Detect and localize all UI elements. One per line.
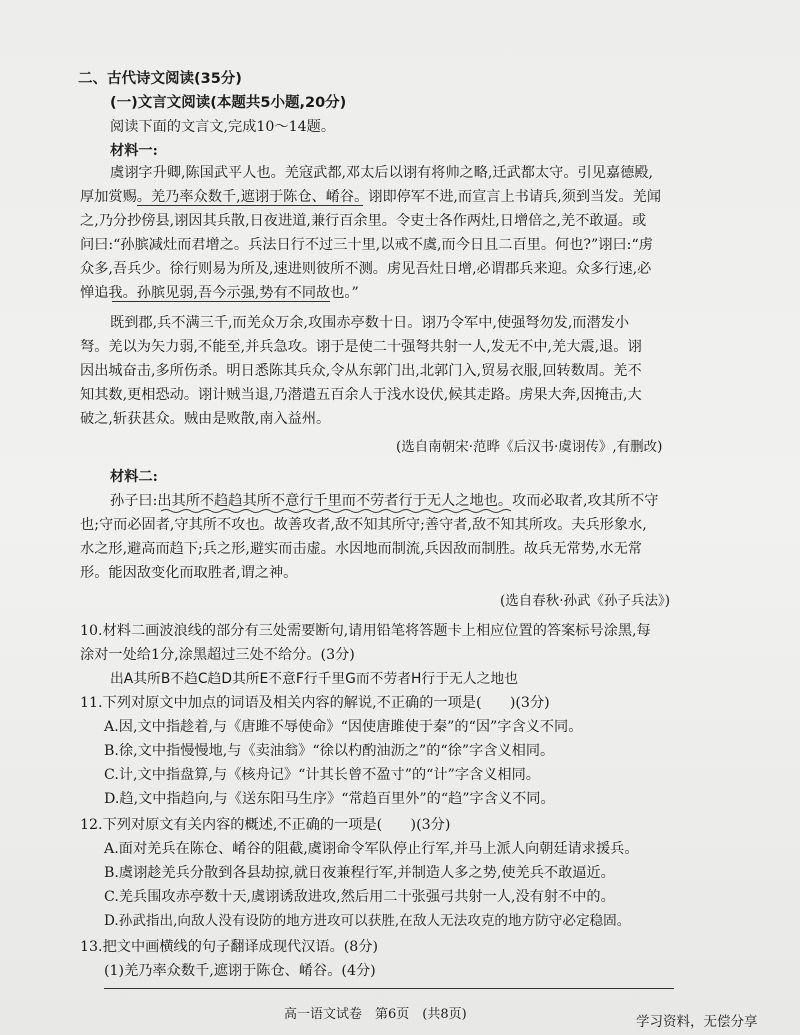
material-2-label: 材料二:	[110, 469, 158, 485]
passage-line: 孙子曰:出其所不趋趋其所不意行千里而不劳者行于无人之地也。攻而必取者,攻其所不守	[110, 493, 659, 509]
passage-line: 形。能因敌变化而取胜者,谓之神。	[80, 565, 298, 581]
material-1-source: (选自南朝宋·范晔《后汉书·虞诩传》,有删改)	[396, 439, 663, 455]
question-13-stem: 13.把文中画横线的句子翻译成现代汉语。(8分)	[80, 939, 379, 955]
question-12-option-d: D.孙武指出,向敌人没有设防的地方进攻可以获胜,在敌人无法攻克的地方防守必定稳固。	[104, 913, 631, 929]
passage-line: 之,乃分抄傍县,诩因其兵散,日夜进道,兼行百余里。令吏士各作两灶,日增倍之,羌不敢逼。或	[80, 213, 647, 229]
question-12-option-b: B.虞诩趁羌兵分散到各县劫掠,就日夜兼程行军,并制造人多之势,使羌兵不敢逼近。	[104, 865, 615, 881]
question-11-option-d: D.趋,文中指趋向,与《送东阳马生序》“常趋百里外”的“趋”字含义不同。	[104, 791, 555, 807]
question-12-option-c: C.羌兵围攻赤亭数十天,虞诩诱敌进攻,然后用二十张强弓共射一人,没有射不中的。	[104, 889, 615, 905]
underline-mark	[112, 301, 330, 302]
passage-line: 也;守而必固者,守其所不攻也。故善攻者,敌不知其所守;善守者,敌不知其所攻。夫兵形象水,	[80, 517, 647, 533]
passage-line: 破之,斩获甚众。贼由是败散,南入益州。	[80, 411, 331, 427]
passage-line: 既到郡,兵不满三千,而羌众万余,攻围赤亭数十日。诩乃令军中,使强弩勿发,而潜发小	[110, 315, 630, 331]
wavy-line-mark	[161, 508, 511, 514]
question-10-options: 出A其所B不趋C趋D其所E不意F行千里G而不劳者H行于无人之地也	[110, 671, 519, 687]
section-sub-heading: (一)文言文阅读(本题共5小题,20分)	[110, 95, 347, 111]
passage-line: 厚加赏赐。羌乃率众数千,遮诩于陈仓、崤谷。诩即停军不进,而宣言上书请兵,须到当发。羌闻	[80, 189, 662, 205]
answer-line	[104, 988, 674, 989]
question-10-line-2: 涂对一处给1分,涂黑超过三处不给分。(3分)	[80, 647, 355, 663]
question-11-option-a: A.因,文中指趁着,与《唐雎不辱使命》“因使唐雎使于秦”的“因”字含义不同。	[104, 719, 583, 735]
question-11-stem: 11.下列对原文中加点的词语及相关内容的解说,不正确的一项是( )(3分)	[80, 695, 550, 711]
section-heading: 二、古代诗文阅读(35分)	[78, 71, 242, 87]
passage-line: 弩。羌以为矢力弱,不能至,并兵急攻。诩于是使二十强弩共射一人,发无不中,羌大震,退。诩	[80, 339, 642, 355]
passage-line: 知其数,更相恐动。诩计贼当退,乃潜遣五百余人于浅水设伏,候其走路。虏果大奔,因掩击,大	[80, 387, 642, 403]
question-10-line-1: 10.材料二画波浪线的部分有三处需要断句,请用铅笔将答题卡上相应位置的答案标号涂黑,每	[80, 623, 651, 639]
passage-line: 水之形,避高而趋下;兵之形,避实而击虚。水因地而制流,兵因敌而制胜。故兵无常势,水无常	[80, 541, 642, 557]
passage-line: 问曰:“孙膑减灶而君增之。兵法日行不过三十里,以戒不虞,而今日且二百里。何也?”诩曰:“虏	[80, 237, 653, 253]
question-11-option-c: C.计,文中指盘算,与《核舟记》“计其长曾不盈寸”的“计”字含义相同。	[104, 767, 540, 783]
passage-line: 惮追我。孙膑见弱,吾今示强,势有不同故也。”	[80, 285, 359, 301]
question-12-option-a: A.面对羌兵在陈仓、崤谷的阻截,虞诩命令军队停止行军,并马上派人向朝廷请求援兵。	[104, 841, 639, 857]
passage-line: 因出城奋击,多所伤杀。明日悉陈其兵众,令从东郭门出,北郭门入,贸易衣服,回转数周。羌不	[80, 363, 642, 379]
passage-line: 虞诩字升卿,陈国武平人也。羌寇武都,邓太后以诩有将帅之略,迁武都太守。引见嘉德殿,	[110, 165, 653, 181]
passage-line: 众多,吾兵少。徐行则易为所及,速进则彼所不测。虏见吾灶日增,必谓郡兵来迎。众多行速,必	[80, 261, 652, 277]
material-2-source: (选自春秋·孙武《孙子兵法》)	[500, 593, 671, 609]
underline-mark	[137, 205, 363, 206]
question-13-item-1: (1)羌乃率众数千,遮诩于陈仓、崤谷。(4分)	[104, 963, 376, 979]
material-1-label: 材料一:	[110, 143, 158, 159]
page-footer: 高一语文试卷 第6页 (共8页)	[284, 1007, 467, 1022]
instruction-text: 阅读下面的文言文,完成10～14题。	[110, 119, 336, 135]
question-12-stem: 12.下列对原文有关内容的概述,不正确的一项是( )(3分)	[80, 817, 451, 833]
question-11-option-b: B.徐,文中指慢慢地,与《卖油翁》“徐以杓酌油沥之”的“徐”字含义相同。	[104, 743, 555, 759]
watermark-text: 学习资料，无偿分享	[636, 1014, 758, 1030]
